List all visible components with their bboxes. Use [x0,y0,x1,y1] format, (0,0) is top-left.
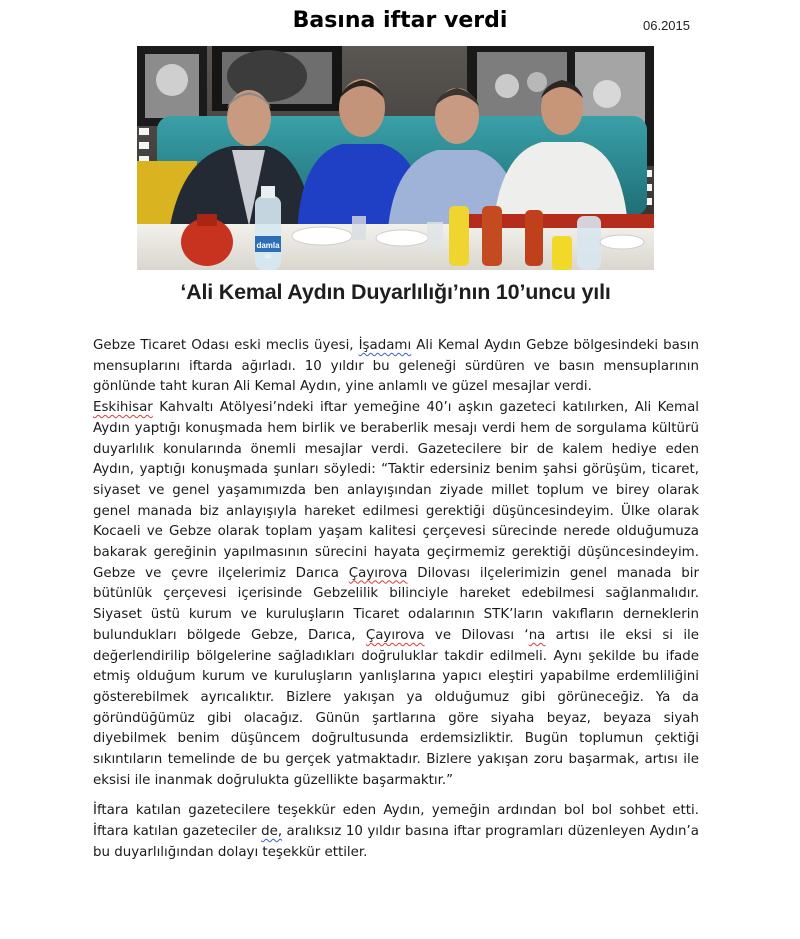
bottle-label: damla [256,241,280,250]
text-run: Ali Kemal Aydın Gebze bölgesindeki basın mensuplarını iftarda ağırladı. 10 yıldır bu geleneği sürdüren ve basın mensuplarının gönlünde taht kuran Ali Kemal Aydın, yine anlamlı ve güzel mesajlar verdi. [93,338,699,395]
flagged-word: na [528,627,546,643]
article-paragraph-2 [93,398,699,791]
text-run: ve Dilovası ‘ [424,627,529,643]
headline: Basına iftar verdi [292,8,508,33]
text-run: aralıksız 10 yıldır basına iftar programları düzenleyen Aydın’a bu duyarlılığından dolayı teşekkür ettiler. [93,824,699,860]
bottle-label-small: su [264,254,272,260]
photo-caption: ‘Ali Kemal Aydın Duyarlılığı’nın 10’uncu yılı [180,280,611,304]
article-paragraph-1 [93,336,699,398]
date-label: 06.2015 [643,18,690,33]
text-run: Gebze Ticaret Odası eski meclis üyesi, [93,338,359,353]
photo-caption-band [137,270,654,314]
text-run: Kahvaltı Atölyesi’ndeki iftar yemeğine 40’ı aşkın gazeteci katılırken, Ali Kemal Aydın yaptığı konuşmada hem birlik ve beraberlik mesajı verdi hem de sorgulama kültürü duyarlılık konularında önemli mesajlar verdi. Gazetecilere bir de kalem hediye eden Aydın, yaptığı konuşmada şunları söyledi: “Taktir edersiniz benim şahsi görüşüm, ticaret, siyaset ve genel yaşamımızda ben anlayışından ziyade millet toplum ve birey olarak genel manada biz anlayışıyla hareket edilmesi gerektiği düşüncesindeyim. Ülke olarak Kocaeli ve Gebze olarak toplam yaşam kalitesi çerçevesi sürecinde nerede olduğumuza bakarak gereğinin yapılmasının sürecini hayata geçirmemiz gerektiği düşüncesindeyim. Gebze ve çevre ilçelerimiz Darıca [93,400,699,581]
flagged-word: Çayırova [348,565,408,581]
article-paragraph-3 [93,801,699,863]
text-run: İftara katılan gazetecilere teşekkür eden Aydın, yemeğin ardından bol bol sohbet etti. İftara katılan gazeteciler [93,803,699,840]
text-run: Dilovası ilçelerimizin genel manada bir bütünlük çerçevesi içerisinde Gebzelilik bilinciyle hareket edebilmesi sağlanmalıdır. Siyaset üstü kurum ve kuruluşların Ticaret odalarının STK’ların vakıfların derneklerin bulundukları bölgede Gebze, Darıca, [93,565,699,643]
news-photo [137,46,654,270]
flagged-word: de, [261,824,283,840]
article-body [93,336,699,864]
flagged-word: Eskihisar [93,400,153,416]
text-run: artısı ile eksi si ile değerlendirilip bölgelerine sağladıkları doğruluklar takdir edilmeli. Aynı şekilde bu ifade etmiş olduğum kurum ve kuruluşların yanlışlarına yapıcı eleştiri yapabilme erdemliliğini gösterebilmek ayrıcalıktır. Bizlere yakışan ya olduğumuz gibi görüneceğiz. Ya da göründüğümüz gibi olacağız. Günün şartlarına göre siyaha beyaz, beyaza siyah diyebilmek benim düşüncem doğrultusunda erdemsizliktir. Bugün toplumun çektiği sıkıntıların temelinde de bu gerçek yatmaktadır. Bizlere yakışan zoru başarmak, artısı ile eksisi ile inanmak doğrulukta güzellikte başarmaktır.” [93,627,699,788]
flagged-word: Çayırova [365,627,425,643]
flagged-word: İşadamı [358,338,412,353]
